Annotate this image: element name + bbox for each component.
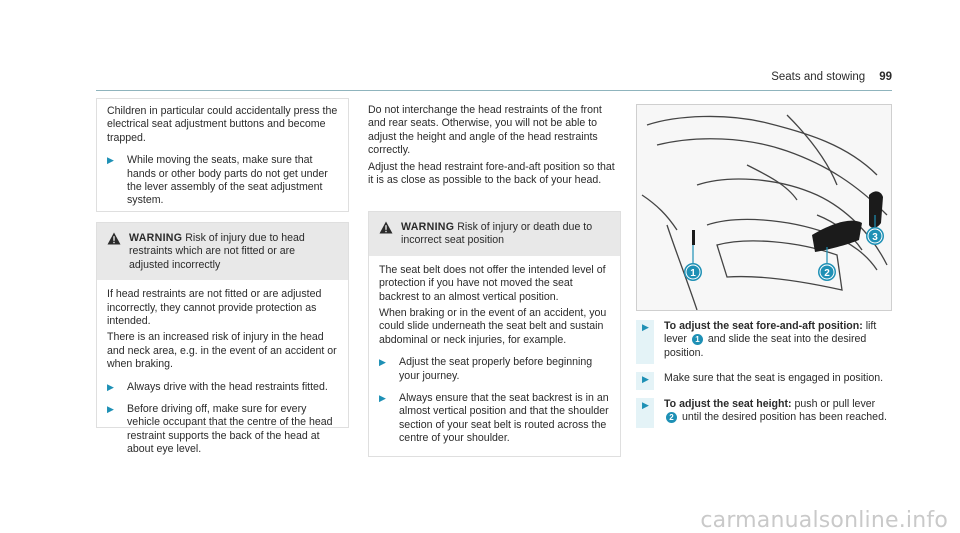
warning-body	[369, 256, 620, 456]
warning-triangle-icon	[379, 221, 393, 234]
watermark: carmanualsonline.info	[700, 507, 948, 533]
arrow-bullet-icon: ▶	[107, 381, 114, 392]
arrow-bullet-icon: ▶	[642, 399, 649, 410]
step-text: lift lever	[664, 320, 877, 346]
step-engaged	[636, 372, 892, 385]
arrow-bullet-icon: ▶	[379, 393, 386, 404]
arrow-bullet-icon: ▶	[642, 374, 649, 385]
warning-seat-position	[368, 211, 621, 457]
bullet-text: Adjust the seat properly before beginning your journey.	[399, 356, 593, 382]
bullet-text: Always drive with the head restraints fitted.	[127, 380, 328, 393]
step-height	[636, 398, 892, 425]
bullet-item	[379, 356, 610, 383]
children-intro-text: Children in particular could accidentally press the electrical seat adjustment buttons and become trapped.	[107, 105, 338, 144]
warning-paragraph: There is an increased risk of injury in the head and neck area, e.g. in the event of an accident or when braking.	[107, 331, 337, 371]
page-number: 99	[879, 71, 892, 83]
warning-header	[369, 212, 620, 256]
warning-paragraph: When braking or in the event of an accident, you could slide underneath the seat belt and sustain abdominal or neck injuries, for example.	[379, 307, 607, 346]
section-title: Seats and stowing	[771, 71, 866, 83]
svg-text:2: 2	[824, 268, 830, 279]
bullet-item	[107, 154, 338, 208]
step-text: push or pull lever	[794, 397, 876, 410]
svg-text:3: 3	[872, 232, 878, 243]
seat-drawing	[637, 105, 892, 311]
arrow-bullet-icon: ▶	[379, 357, 386, 368]
seat-adjustment-illustration	[636, 104, 892, 311]
header-rule	[96, 90, 892, 91]
bullet-item	[107, 403, 338, 457]
warning-head-restraints	[96, 222, 349, 456]
bullet-item	[379, 392, 610, 446]
bullet-text: Always ensure that the seat backrest is in an almost vertical position and that the shoulder section of your seat belt is routed across the centre of your shoulder.	[399, 392, 609, 445]
warning-label: WARNING	[401, 221, 455, 233]
step-heading: To adjust the seat fore-and-aft position:	[664, 320, 863, 332]
bullet-text: Before driving off, make sure for every vehicle occupant that the centre of the head restraint supports the back of the head at about eye level.	[127, 403, 333, 456]
warning-body	[97, 280, 348, 466]
callout-3	[866, 227, 884, 245]
body-paragraph: Do not interchange the head restraints of the front and rear seats. Otherwise, you will not be able to adjust the height and angle of the head restraints correctly.	[368, 104, 602, 157]
svg-text:1: 1	[690, 268, 696, 279]
head-restraint-text	[368, 104, 621, 190]
page-header	[771, 71, 892, 84]
warning-paragraph: If head restraints are not fitted or are adjusted incorrectly, they cannot provide protection as intended.	[107, 288, 322, 328]
step-text: until the desired position has been reached.	[681, 411, 887, 424]
warning-paragraph: The seat belt does not offer the intended level of protection if you have not moved the seat backrest to an almost vertical position.	[379, 263, 606, 303]
warning-title: Risk of injury due to head restraints which are not fitted or are adjusted incorrectly	[129, 232, 305, 271]
step-fore-aft	[636, 320, 892, 360]
adjustment-steps	[636, 320, 892, 436]
bullet-item	[107, 381, 338, 394]
step-text: and slide the seat into the desired position.	[664, 333, 867, 359]
arrow-bullet-icon: ▶	[642, 322, 649, 332]
warning-label: WARNING	[129, 232, 183, 244]
warning-header	[97, 223, 348, 280]
step-text: Make sure that the seat is engaged in position.	[664, 372, 884, 385]
step-heading: To adjust the seat height:	[664, 397, 792, 410]
arrow-bullet-icon: ▶	[107, 404, 114, 415]
callout-1-icon: 1	[692, 334, 703, 345]
warning-triangle-icon	[107, 232, 121, 245]
arrow-bullet-icon: ▶	[107, 155, 114, 166]
warning-title: Risk of injury or death due to incorrect seat position	[401, 221, 593, 247]
bullet-text: While moving the seats, make sure that hands or other body parts do not get under the lever assembly of the seat adjustment system.	[127, 154, 328, 207]
callout-1	[684, 263, 702, 281]
callout-2-icon: 2	[666, 412, 677, 423]
body-paragraph: Adjust the head restraint fore-and-aft position so that it is as close as possible to the back of your head.	[368, 160, 615, 187]
children-trap-note	[96, 98, 349, 212]
callout-2	[818, 263, 836, 281]
